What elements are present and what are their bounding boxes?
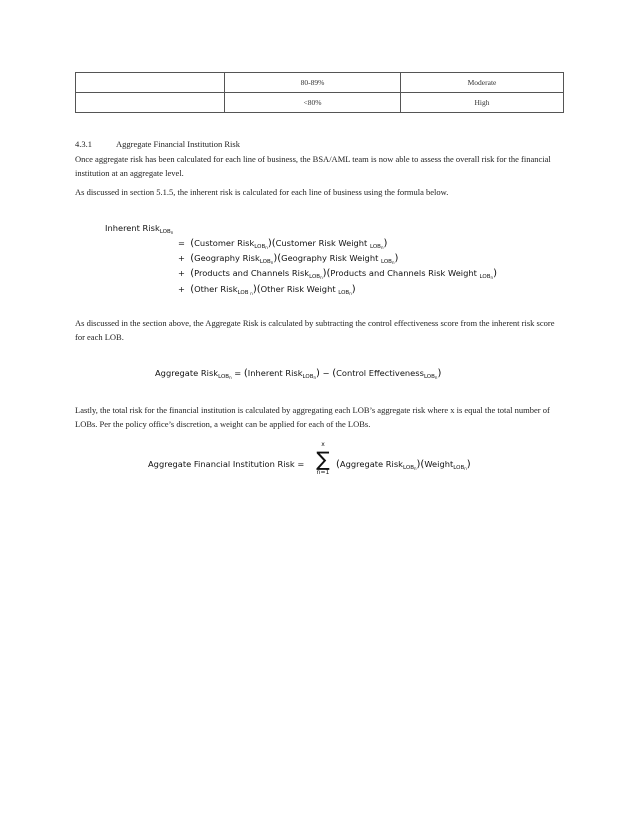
formula-text: Inherent Risk xyxy=(105,223,160,233)
equals-sign: = xyxy=(178,238,185,248)
formula-text: Aggregate Risk xyxy=(155,368,219,378)
table-cell: Moderate xyxy=(401,73,564,93)
plus-sign: + xyxy=(178,268,185,278)
paragraph: As discussed in the section above, the Aggregate Risk is calculated by subtracting the control effectiveness score from the inherent risk score for each LOB. xyxy=(75,318,555,342)
table-cell: <80% xyxy=(225,93,401,113)
formula-text: Geography Risk Weight xyxy=(281,253,379,263)
subscript: LOB xyxy=(403,465,414,471)
subscript: LOB xyxy=(423,374,435,380)
subscript: n xyxy=(391,260,395,265)
sigma-icon: ∑ xyxy=(316,447,330,471)
risk-rating-table xyxy=(75,72,564,113)
formula-text: Products and Channels Risk xyxy=(194,268,310,278)
subscript: n xyxy=(380,245,384,250)
formula-term: = (Customer Risk$_{LOB_n}$)(Customer Risk Weight $_{LOB_n}$) xyxy=(178,238,388,250)
subscript: LOB xyxy=(453,465,465,471)
subscript: n xyxy=(349,291,352,296)
equals-sign: = xyxy=(297,459,305,469)
formula-aggregate-risk: Aggregate Risk$_{LOB_n}$ = (Inherent Risk$_{LOB_n}$) − (Control Effectiveness$_{LOB_n}$) xyxy=(155,368,442,380)
table-cell: High xyxy=(401,93,564,113)
sum-lower-limit: n=1 xyxy=(316,469,330,476)
paragraph: Lastly, the total risk for the financial institution is calculated by aggregating each LOB’s aggregate risk where x is equal the total number of LOBs. Per the policy office’s discretion, a weight can be applied for each of the LOBs. xyxy=(75,405,550,429)
formula-institution-risk-lhs xyxy=(148,459,304,469)
subscript: LOB xyxy=(338,290,350,296)
formula-text: Geography Risk xyxy=(194,253,260,263)
subscript: LOB xyxy=(369,244,381,250)
subscript: LOB xyxy=(479,274,491,280)
plus-sign: + xyxy=(178,284,185,294)
formula-text: Customer Risk xyxy=(194,238,255,248)
subscript: LOB xyxy=(259,259,271,265)
paragraph: As discussed in section 5.1.5, the inherent risk is calculated for each line of business using the formula below. xyxy=(75,187,449,197)
subscript: LOB xyxy=(237,290,249,296)
subscript: n xyxy=(229,375,232,380)
formula-text: Products and Channels Risk Weight xyxy=(330,268,477,278)
subscript: LOB xyxy=(380,259,392,265)
subscript: n xyxy=(313,375,317,380)
subscript: LOB xyxy=(218,374,230,380)
formula-text: Other Risk Weight xyxy=(260,284,336,294)
formula-institution-risk-rhs: (Aggregate Risk$_{LOB_n}$)(Weight$_{LOB_n}$) xyxy=(336,459,471,471)
section-title: Aggregate Financial Institution Risk xyxy=(116,139,240,149)
formula-text: Customer Risk Weight xyxy=(275,238,368,248)
subscript: LOB xyxy=(159,229,171,235)
subscript: n xyxy=(320,275,323,280)
table-cell: 80-89% xyxy=(225,73,401,93)
formula-inherent-risk-lhs xyxy=(105,223,173,235)
table-row xyxy=(76,93,564,113)
formula-text: Weight xyxy=(424,459,454,469)
paragraph: Once aggregate risk has been calculated for each line of business, the BSA/AML team is now able to assess the overall risk for the financial institution at an aggregate level. xyxy=(75,154,551,178)
formula-text: Aggregate Risk xyxy=(339,459,403,469)
table-row xyxy=(76,73,564,93)
subscript: n xyxy=(413,466,417,471)
formula-term: + (Products and Channels Risk$_{LOB_n}$)(Products and Channels Risk Weight $_{LOB_n}$) xyxy=(178,268,497,280)
subscript: LOB xyxy=(254,244,266,250)
formula-text: Other Risk xyxy=(194,284,238,294)
subscript: n xyxy=(490,275,494,280)
formula-term: + (Geography Risk$_{LOB_n}$)(Geography Risk Weight $_{LOB_n}$) xyxy=(178,253,399,265)
section-heading xyxy=(75,139,240,149)
subscript: n xyxy=(265,245,268,250)
subscript: n xyxy=(434,375,438,380)
table-cell xyxy=(76,73,225,93)
sum-upper-limit: x xyxy=(321,441,325,448)
formula-text: Inherent Risk xyxy=(247,368,303,378)
minus-sign: − xyxy=(322,368,330,378)
summation-symbol xyxy=(311,441,335,477)
subscript: LOB xyxy=(302,374,314,380)
subscript: LOB xyxy=(309,274,321,280)
subscript: n xyxy=(250,291,253,296)
formula-text: Aggregate Financial Institution Risk xyxy=(148,459,295,469)
table-cell xyxy=(76,93,225,113)
subscript: n xyxy=(170,230,174,235)
formula-text: Control Effectiveness xyxy=(336,368,424,378)
formula-term: + (Other Risk$_{LOB _n}$)(Other Risk Weight $_{LOB_n}$) xyxy=(178,284,356,296)
subscript: n xyxy=(270,260,274,265)
plus-sign: + xyxy=(178,253,185,263)
section-number: 4.3.1 xyxy=(75,139,92,149)
equals-sign: = xyxy=(234,368,242,378)
subscript: n xyxy=(464,466,467,471)
